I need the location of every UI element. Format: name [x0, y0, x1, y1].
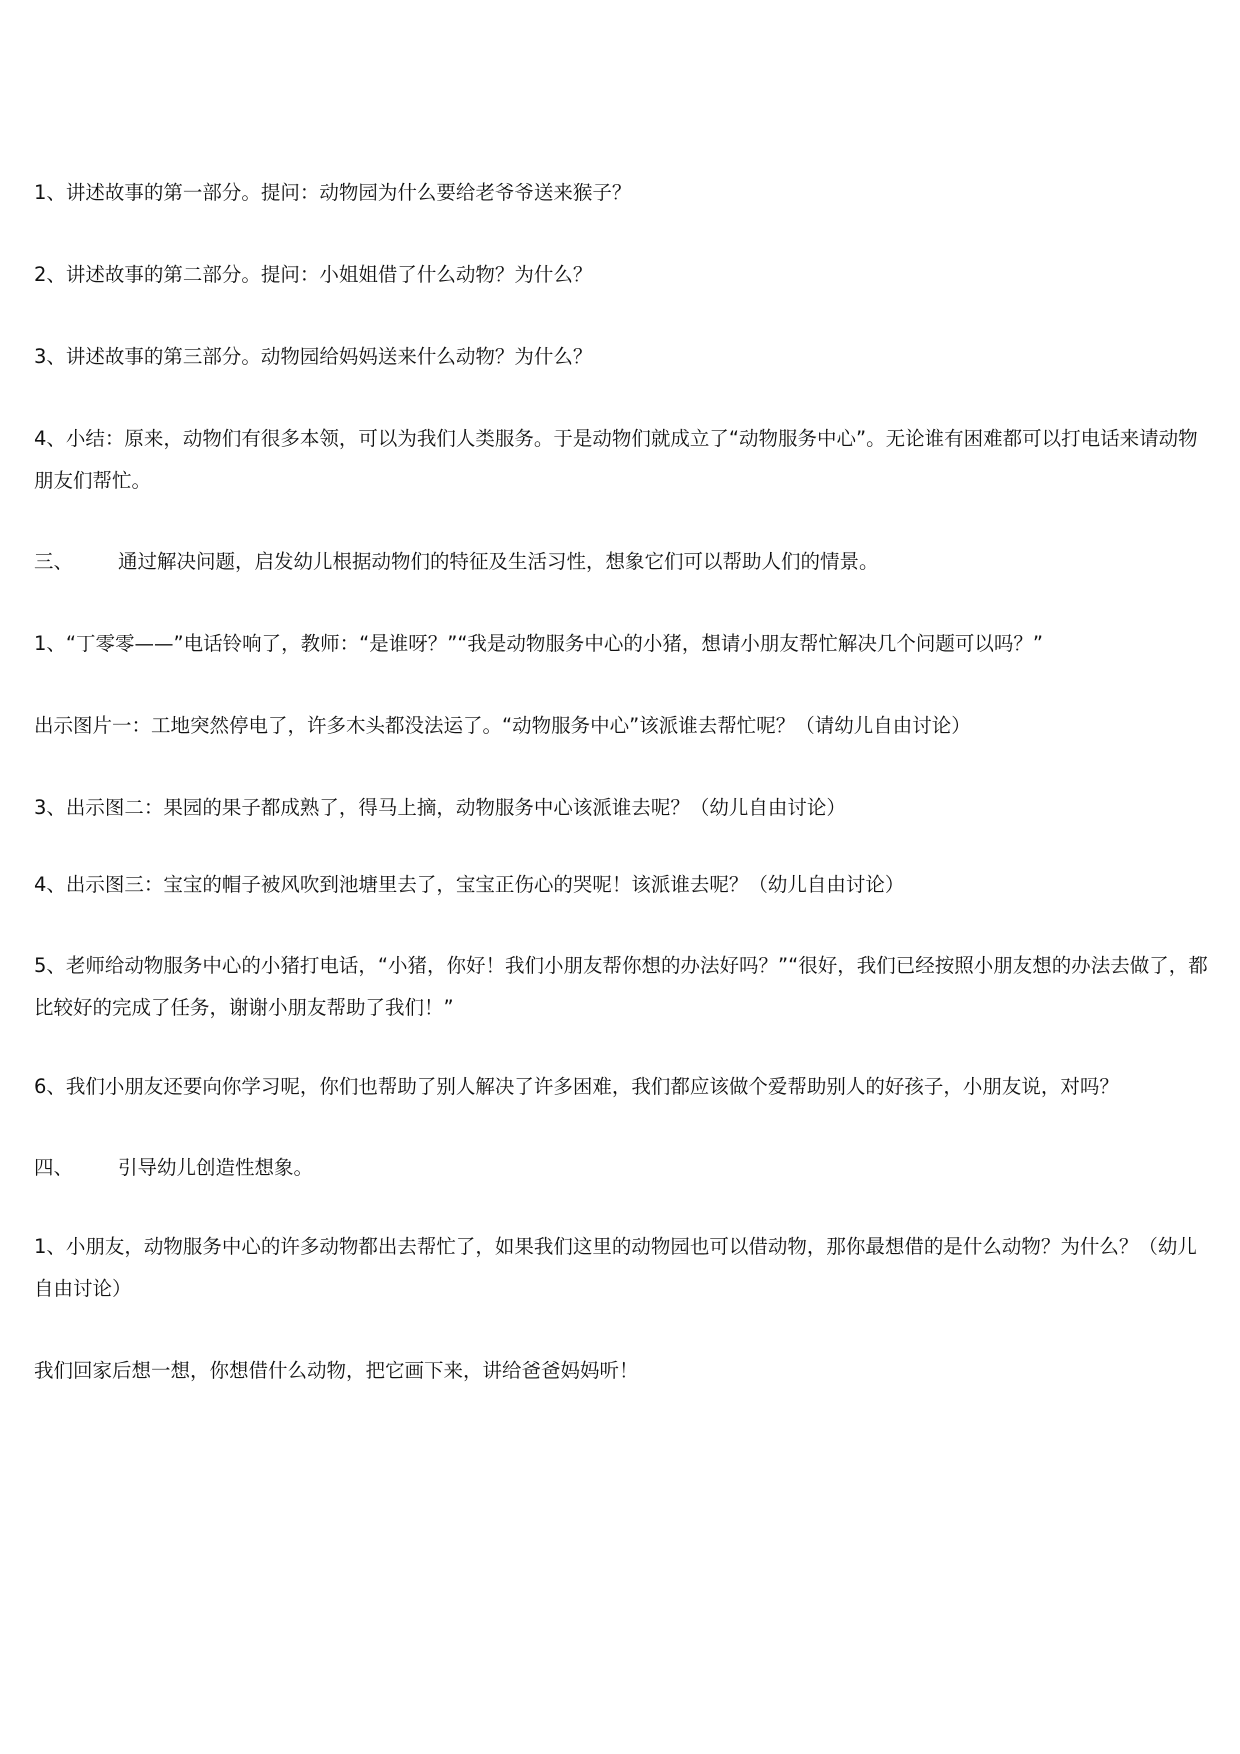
paragraph-imagine: 1、小朋友，动物服务中心的许多动物都出去帮忙了，如果我们这里的动物园也可以借动物，那你最想借的是什么动物？为什么？（幼儿自由讨论） [34, 1235, 1197, 1300]
paragraph-teacher-call: 5、老师给动物服务中心的小猪打电话，“小猪，你好！我们小朋友帮你想的办法好吗？”“很好，我们已经按照小朋友想的办法去做了，都比较好的完成了任务，谢谢小朋友帮助了我们！” [34, 954, 1208, 1019]
paragraph-picture-3: 4、出示图三：宝宝的帽子被风吹到池塘里去了，宝宝正伤心的哭呢！该派谁去呢？（幼儿自由讨论） [34, 873, 905, 896]
section-title-3: 通过解决问题，启发幼儿根据动物们的特征及生活习性，想象它们可以帮助人们的情景。 [118, 550, 879, 573]
paragraph-homework: 我们回家后想一想，你想借什么动物，把它画下来，讲给爸爸妈妈听！ [34, 1359, 639, 1382]
section-heading-3 [34, 541, 1214, 583]
paragraph-learn: 6、我们小朋友还要向你学习呢，你们也帮助了别人解决了许多困难，我们都应该做个爱帮助别人的好孩子，小朋友说，对吗？ [34, 1075, 1119, 1098]
section-heading-4 [34, 1147, 1214, 1189]
paragraph-phone-call: 1、“丁零零——”电话铃响了，教师：“是谁呀？”“我是动物服务中心的小猪，想请小朋友帮忙解决几个问题可以吗？” [34, 632, 1044, 655]
paragraph-step-3: 3、讲述故事的第三部分。动物园给妈妈送来什么动物？为什么？ [34, 345, 593, 368]
paragraph-picture-2: 3、出示图二：果园的果子都成熟了，得马上摘，动物服务中心该派谁去呢？（幼儿自由讨论） [34, 796, 846, 819]
section-number-4: 四、 [34, 1156, 74, 1179]
paragraph-step-2: 2、讲述故事的第二部分。提问：小姐姐借了什么动物？为什么？ [34, 263, 593, 286]
paragraph-picture-1: 出示图片一：工地突然停电了，许多木头都没法运了。“动物服务中心”该派谁去帮忙呢？（请幼儿自由讨论） [34, 714, 971, 737]
section-number-3: 三、 [34, 550, 74, 573]
paragraph-summary: 4、小结：原来，动物们有很多本领，可以为我们人类服务。于是动物们就成立了“动物服务中心”。无论谁有困难都可以打电话来请动物朋友们帮忙。 [34, 427, 1198, 492]
paragraph-step-1: 1、讲述故事的第一部分。提问：动物园为什么要给老爷爷送来猴子？ [34, 181, 632, 204]
section-title-4: 引导幼儿创造性想象。 [118, 1156, 314, 1179]
